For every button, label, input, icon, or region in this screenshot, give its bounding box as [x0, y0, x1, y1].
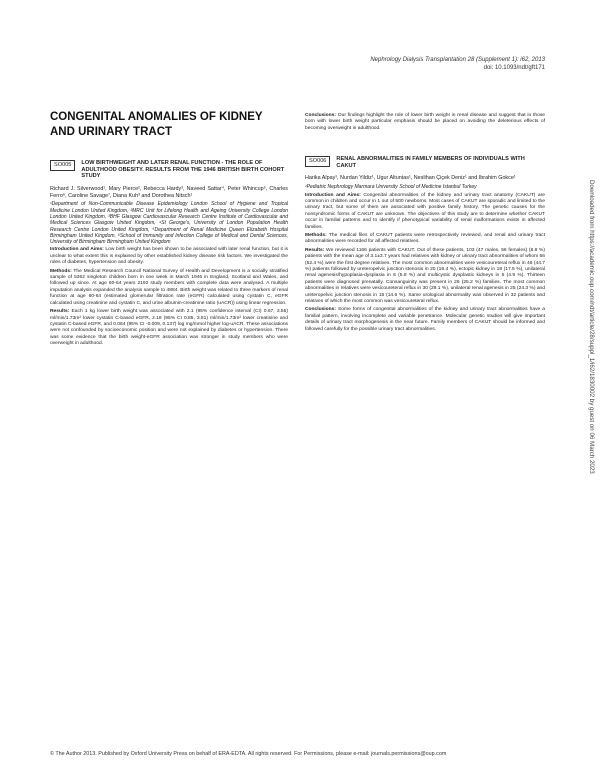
left-column	[50, 160, 288, 350]
conclusions-text: Our findings highlight the role of lower birth weight in renal disease and suggest that in those born with lower birth weight particular emphasis should be placed on avoiding the deleterious effects of becoming overweight in adulthood.	[305, 113, 546, 131]
abstract-header	[305, 156, 545, 169]
section-title: CONGENITAL ANOMALIES OF KIDNEY AND URINARY TRACT	[50, 111, 263, 138]
abstract-title: RENAL ABNORMALITIES IN FAMILY MEMBERS OF INDIVIDUALS WITH CAKUT	[336, 156, 525, 169]
doi: doi: 10.1093/ndt/gft171	[483, 65, 545, 71]
abstract-conclusions	[305, 113, 545, 132]
methods-text: The Medical Research Council National Survey of Health and Development is a socially stratified sample of 5362 singleton children born in one week in March 1946 in England, Scotland and Wales, and followed up since. At age 60-64 years 2192 study members with complete data were analysed. A multiple imputation analysis expanded the analysis sample to 4884. Birth weight was related to three markers of renal function at age 60-64 (estimated glomerular filtration rate (eGFR) calculated using cystatin C, eGFR calculated using creatinine and cystatin C, and urine albumin-creatinine ratio (uACR)) using linear regression.	[50, 268, 288, 306]
intro-label: Introduction and Aims:	[305, 192, 361, 198]
abstract-affiliations: ¹Pediatric Nephrology Marmara University School of Medicine Istanbul Turkey	[305, 184, 477, 191]
right-column	[305, 113, 545, 335]
download-watermark	[586, 180, 598, 580]
abstract-title: LOW BIRTHWEIGHT AND LATER RENAL FUNCTION - THE ROLE OF ADULTHOOD OBESITY. RESULTS FROM THE 1946 BRITISH BIRTH COHORT STUDY	[81, 160, 285, 180]
abstract-authors: Richard J. Silverwood¹, Mary Pierce², Rebecca Hardy³, Naveed Sattar⁴, Peter Whincup⁵, Charles Ferro⁶, Caroline Savage⁷, Diana Kuh³ and Dorothea Nitsch¹	[50, 185, 288, 199]
intro-label: Introduction and Aims:	[50, 247, 104, 253]
intro-text: Low birth weight has been shown to be associated with later renal function, but it is unclear to what extent this is explained by other established kidney disease risk factors. We investigated the roles of diabetes, hypertension and obesity.	[50, 247, 289, 266]
methods-label: Methods:	[50, 268, 72, 274]
intro-text: Congenital abnormalities of the kidney and urinary tract anatomy (CAKUT) are common in children and occur in 1 out of 500 newborns. Most cases of CAKUT are sporadic and limited to the urinary tract, but some of them are associated with positive family history. The genetic causes for the nonsyndromic forms of CAKUT are unknown. The objectives of this study are to determine whether CAKUT occur in familial patterns and to identify if phenotypical variability of renal malformations exists in affected families.	[305, 192, 546, 230]
conclusions-label: Conclusions:	[305, 307, 336, 313]
abstract-results	[50, 309, 288, 347]
journal-citation: Nephrology Dialysis Transplantation 28 (Supplement 1): i62, 2013	[370, 57, 545, 63]
results-text: Each 1 kg lower birth weight was associated with 2.1 (95% confidence interval (CI) 0.67, 3.55) ml/min/1.73m² lower cystatin C-based eGFR, 2.18 (95% CI 0.85, 3.51) ml/min/1.73m² lower creatinine and cystatin C-based eGFR, and 0.064 (95% CI -0.009, 0.137) log mg/mmol higher log-uACR. These associations were not confounded by socioeconomic position and were not explained by diabetes or hypertension. There was some evidence that the birth weight-eGFR association was stronger in study members who were overweight in adulthood.	[50, 309, 288, 347]
abstract-code: SO006	[305, 156, 330, 167]
conclusions-label: Conclusions:	[305, 113, 336, 118]
methods-text: The medical files of CAKUT patients were retrospectively reviewed, and renal and urinary tract abnormalities were recorded for all affected relatives.	[305, 232, 545, 245]
abstract-intro	[50, 247, 288, 266]
results-label: Results:	[50, 309, 70, 315]
abstract-conclusions	[305, 307, 545, 333]
abstract-affiliations: ¹Department of Non-Communicable Disease Epidemiology London School of Hygiene and Tropical Medicine London United Kingdom, ²MRC Unit for Lifelong Health and Ageing University College London London United Kingdom, ³BHF Glasgow Cardiovascular Research Centre Institute of Cardiovascular and Medical Sciences Glasgow United Kingdom, ⁴St George's, University of London Population Health Research Centre London United Kingdom, ⁵Department of Renal Medicine Queen Elizabeth Hospital Birmingham United Kingdom, ⁶School of Immunity and Infection College of Medical and Dental Sciences, University of Birmingham Birmingham United Kingdom	[50, 201, 288, 246]
abstract-intro	[305, 193, 545, 231]
results-text: We reviewed 1166 patients with CAKUT. Out of these patients, 103 (47 males, 56 females) (8.8 %) patients with the mean age of 3.1±3.7 years had relatives with kidney or urinary tract abnormalities of whom 56 (52.4 %) were the first degree relatives. The most common abnormalities were vesicoureteral reflux in 46 (44.7 %) patients followed by ureteropelvic junction stenosis in 20 (19.4 %), ectopic kidney in 18 (17.5 %), unilateral renal agenesis/hypoplasia-dysplasia in 6 (5.8 %) and multicystic dysplastic kidneys in 5 (4.9 %). Thirteen patients were diagnosed prenatally. Consanguinity was present in 26 (25.2 %) families. The most common abnormalities in relatives were vesicoureteral reflux in 30 (29.1 %), unilateral renal agenesis in 25 (24.3 %) and ureteropelvic junction stenosis in 15 (14.6 %). Same urological abnormality was observed in 32 patients and relatives of which the most common was vesicoureteral reflux.	[305, 247, 546, 304]
methods-label: Methods:	[305, 232, 327, 238]
abstract-methods	[305, 233, 545, 246]
abstract-results	[305, 248, 545, 306]
abstract-methods	[50, 269, 288, 307]
download-link-text[interactable]: Downloaded from https://academic.oup.com/ndt/article/28/suppl_1/i62/1830002 by guest on 06 March 2023	[588, 180, 595, 474]
abstract-authors: Harika Alpay¹, Nurdan Yildiz¹, Ugur Altuntas¹, Neslihan Çiçek Deniz¹ and Ibrahim Gokce¹	[305, 175, 516, 182]
abstract-code: SO005	[50, 160, 75, 171]
results-label: Results:	[305, 247, 325, 253]
conclusions-text: Some forms of congenital abnormalities of the kidney and urinary tract abnormalities have a familial pattern, involving incomplete and variable penetrance. Molecular genetic studies will give important details of urinary tract morphogenesis in the near future. Family members of CAKUT should be informed and followed carefully for the possible urinary tract abnormalities.	[305, 307, 545, 332]
abstract-header	[50, 160, 288, 180]
copyright-footer: © The Author 2013. Published by Oxford University Press on behalf of ERA-EDTA. All rights reserved. For Permissions, please e-mail: journals.permissions@oup.com	[50, 751, 447, 757]
